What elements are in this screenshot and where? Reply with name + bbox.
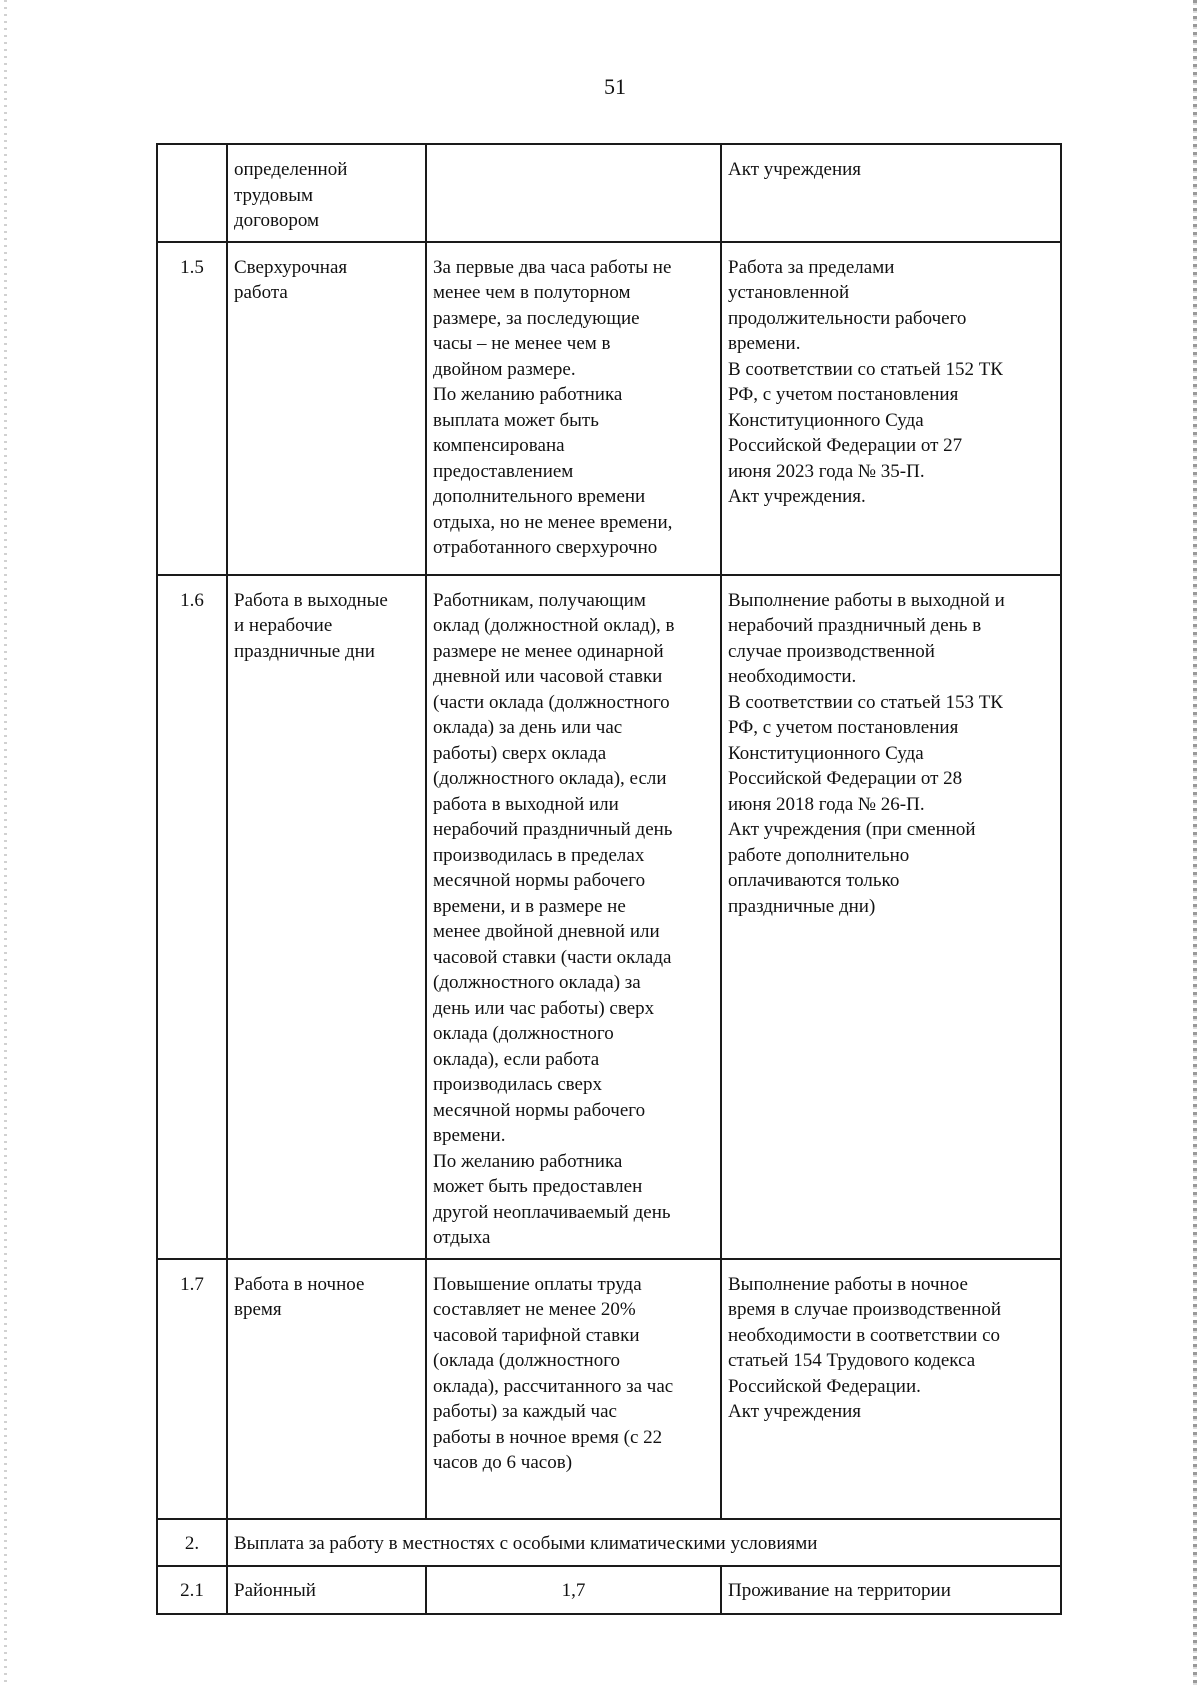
row-number: 1.7 — [157, 1259, 227, 1519]
row-number: 2.1 — [157, 1566, 227, 1614]
row-number: 1.5 — [157, 242, 227, 575]
payment-amount: Повышение оплаты труда составляет не менее 20% часовой тарифной ставки (оклада (должностного оклада), рассчитанного за час работы) за каждый час работы в ночное время (с 22 часов до 6 часов) — [426, 1259, 721, 1519]
table-row — [157, 242, 1061, 575]
scan-edge-left — [4, 0, 7, 1687]
section-row — [157, 1519, 1061, 1567]
payment-basis: Проживание на территории — [721, 1566, 1061, 1614]
table-row — [157, 1566, 1061, 1614]
payment-basis: Работа за пределами установленной продолжительности рабочего времени. В соответствии со статьей 152 ТК РФ, с учетом постановления Конституционного Суда Российской Федерации от 27 июня 2023 года № 35-П. Акт учреждения. — [721, 242, 1061, 575]
payments-table — [156, 143, 1062, 1615]
table-row — [157, 575, 1061, 1259]
section-title: Выплата за работу в местностях с особыми климатическими условиями — [227, 1519, 1061, 1567]
row-number — [157, 144, 227, 242]
payment-name: Районный — [227, 1566, 426, 1614]
payment-amount — [426, 144, 721, 242]
table-row — [157, 144, 1061, 242]
payment-amount: За первые два часа работы не менее чем в полуторном размере, за последующие часы – не менее чем в двойном размере. По желанию работника выплата может быть компенсирована предоставлением дополнительного времени отдыха, но не менее времени, отработанного сверхурочно — [426, 242, 721, 575]
scan-edge-right — [1193, 0, 1197, 1687]
page-number: 51 — [604, 74, 626, 99]
payment-basis: Акт учреждения — [721, 144, 1061, 242]
payment-name: определенной трудовым договором — [227, 144, 426, 242]
payment-basis: Выполнение работы в ночное время в случае производственной необходимости в соответствии со статьей 154 Трудового кодекса Российской Федерации. Акт учреждения — [721, 1259, 1061, 1519]
payment-basis: Выполнение работы в выходной и нерабочий праздничный день в случае производственной необходимости. В соответствии со статьей 153 ТК РФ, с учетом постановления Конституционного Суда Российской Федерации от 28 июня 2018 года № 26-П. Акт учреждения (при сменной работе дополнительно оплачиваются только праздничные дни) — [721, 575, 1061, 1259]
row-number: 1.6 — [157, 575, 227, 1259]
payment-name: Работа в выходные и нерабочие праздничные дни — [227, 575, 426, 1259]
payment-amount: 1,7 — [426, 1566, 721, 1614]
section-number: 2. — [157, 1519, 227, 1567]
table-row — [157, 1259, 1061, 1519]
payment-amount: Работникам, получающим оклад (должностной оклад), в размере не менее одинарной дневной или часовой ставки (части оклада (должностного оклада) за день или час работы) сверх оклада (должностного оклада), если работа в выходной или нерабочий праздничный день производилась в пределах месячной нормы рабочего времени, и в размере не менее двойной дневной или часовой ставки (части оклада (должностного оклада) за день или час работы) сверх оклада (должностного оклада), если работа производилась сверх месячной нормы рабочего времени. По желанию работника может быть предоставлен другой неоплачиваемый день отдыха — [426, 575, 721, 1259]
payment-name: Работа в ночное время — [227, 1259, 426, 1519]
payment-name: Сверхурочная работа — [227, 242, 426, 575]
